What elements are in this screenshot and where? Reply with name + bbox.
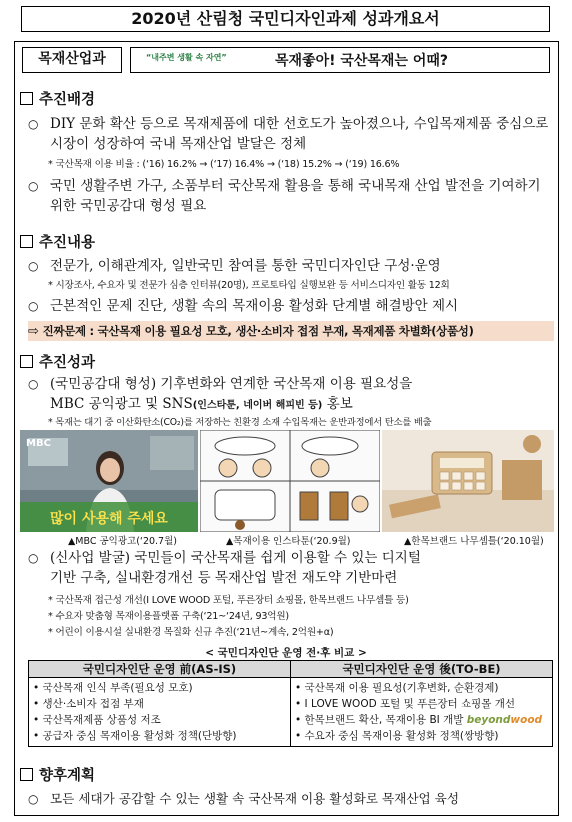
section-heading-results: 추진성과 <box>20 351 95 372</box>
circle-bullet-icon: ○ <box>28 179 39 193</box>
bullet-text: DIY 문화 확산 등으로 목재제품에 대한 선호도가 높아졌으나, 수입목재제품 중심으로 시장이 성장하여 국내 목재산업 발달은 정체 <box>50 116 549 152</box>
wood-brand-image <box>382 430 554 532</box>
comparison-table <box>28 660 553 747</box>
arrow-right-icon: ⇨ <box>28 324 39 339</box>
circle-bullet-icon: ○ <box>28 259 39 273</box>
before-item: • 국산목재제품 상품성 저조 <box>33 714 161 726</box>
department-label: 목재산업과 <box>22 47 122 73</box>
tv-broadcast-photo-icon <box>20 430 198 532</box>
document-title: 2020년 산림청 국민디자인과제 성과개요서 <box>21 6 550 32</box>
comparison-title: < 국민디자인단 운영 전·후 비교 > <box>205 647 367 659</box>
results-note-1: * 목재는 대기 중 이산화탄소(CO₂)를 저장하는 친환경 소재 수입목재는 운반과정에서 탄소를 배출 <box>48 417 432 428</box>
bullet-text: 전문가, 이해관계자, 일반국민 참여를 통한 국민디자인단 구성·운영 <box>50 258 441 274</box>
instatoon-image <box>200 430 380 532</box>
image-caption-wood-brand: ▲한목브랜드 나무셈틀(‘20.10월) <box>404 536 544 547</box>
content-note-1: * 시장조사, 수요자 및 전문가 심층 인터뷰(20명), 프로토타입 실행보완 등 서비스디자인 활동 12회 <box>48 280 450 291</box>
circle-bullet-icon: ○ <box>28 377 39 391</box>
after-item: • 수요자 중심 목재이용 활성화 정책(쌍방향) <box>295 730 499 742</box>
checkbox-square-icon <box>20 235 33 248</box>
before-item: • 국산목재 인식 부족(필요성 모호) <box>33 682 193 694</box>
real-problem-highlight <box>28 321 554 341</box>
before-item: • 공급자 중심 목재이용 활성화 정책(단방향) <box>33 730 237 742</box>
comparison-before-cell <box>29 678 291 747</box>
ad-overlay-text: 많이 사용해 주세요 <box>50 511 168 527</box>
section-heading-content: 추진내용 <box>20 231 95 252</box>
before-item: • 생산·소비자 접점 부재 <box>33 698 144 710</box>
section-heading-plan: 향후계획 <box>20 764 95 785</box>
beyondwood-logo: beyondwood <box>466 714 543 726</box>
headline-box <box>130 47 550 73</box>
image-caption-mbc: ▲MBC 공익광고(‘20.7월) <box>68 536 177 547</box>
circle-bullet-icon: ○ <box>28 551 39 565</box>
comparison-header-before: 국민디자인단 운영 前(AS-IS) <box>29 661 291 678</box>
comparison-header-after: 국민디자인단 운영 後(TO-BE) <box>291 661 553 678</box>
bullet-text: 근본적인 문제 진단, 생활 속의 목재이용 활성화 단계별 해결방안 제시 <box>50 298 459 314</box>
checkbox-square-icon <box>20 92 33 105</box>
comic-strip-icon <box>200 430 380 532</box>
circle-bullet-icon: ○ <box>28 792 39 806</box>
after-item: • I LOVE WOOD 포털 및 푸른장터 쇼핑몰 개선 <box>295 698 516 710</box>
wood-products-photo-icon <box>382 430 554 532</box>
bullet-text: 국민 생활주변 가구, 소품부터 국산목재 활용을 통해 국내목재 산업 발전을 기여하기 위한 국민공감대 형성 필요 <box>50 178 541 214</box>
circle-bullet-icon: ○ <box>28 117 39 131</box>
bullet-text: (신사업 발굴) 국민들이 국산목재를 쉽게 이용할 수 있는 디지털 기반 구축, 실내환경개선 등 목재산업 발전 재도약 기반마련 <box>50 550 421 586</box>
background-note-1: * 국산목재 이용 비율 : (‘16) 16.2% → (‘17) 16.4% → (‘18) 15.2% → (‘19) 16.6% <box>48 159 400 170</box>
checkbox-square-icon <box>20 768 33 781</box>
results-note-2c: * 어린이 이용시설 실내환경 목질화 신규 추진(‘21년~계속, 2억원+α) <box>48 627 334 638</box>
headline-tagline: “내주변 생활 속 자연” <box>146 53 227 62</box>
image-caption-instatoon: ▲목재이용 인스타툰(‘20.9월) <box>226 536 351 547</box>
highlight-text: 진짜문제 : 국산목재 이용 필요성 모호, 생산·소비자 접점 부재, 목재제품 차별화(상품성) <box>42 324 474 338</box>
checkbox-square-icon <box>20 355 33 368</box>
bullet-text: 모든 세대가 공감할 수 있는 생활 속 국산목재 이용 활성화로 목재산업 육성 <box>50 791 460 806</box>
results-note-2b: * 수요자 맞춤형 목재이용플랫폼 구축(‘21~‘24년, 93억원) <box>48 611 289 622</box>
results-note-2a: * 국산목재 접근성 개선(I LOVE WOOD 포털, 푸른장터 쇼핑몰, 한목브랜드 나무셈틀 등) <box>48 595 409 606</box>
mbc-ad-image <box>20 430 198 532</box>
after-item: • 국산목재 이용 필요성(기후변화, 순환경제) <box>295 682 499 694</box>
mbc-logo: MBC <box>26 438 51 449</box>
comparison-after-cell <box>291 678 553 747</box>
after-item-brand: • 한목브랜드 확산, 목재이용 BI 개발 beyondwood <box>295 714 543 726</box>
bullet-text: (국민공감대 형성) 기후변화와 연계한 국산목재 이용 필요성을 MBC 공익광고 및 SNS(인스타툰, 네이버 해피빈 등) 홍보 <box>50 376 413 412</box>
section-heading-background: 추진배경 <box>20 88 95 109</box>
circle-bullet-icon: ○ <box>28 299 39 313</box>
headline-title: 목재좋아! 국산목재는 어때? <box>275 53 449 69</box>
